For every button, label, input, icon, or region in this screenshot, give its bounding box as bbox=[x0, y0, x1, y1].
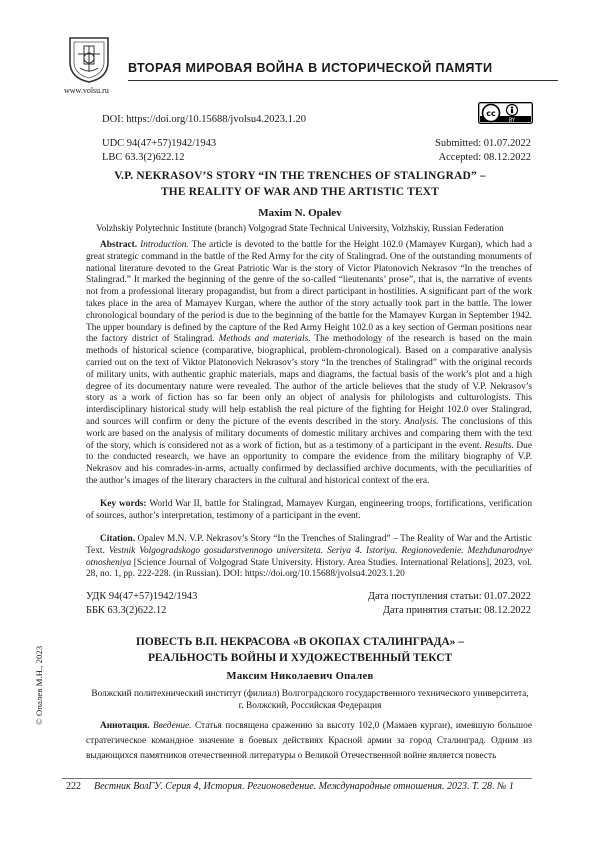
svg-text:cc: cc bbox=[486, 109, 496, 118]
abstract-ru-label: Аннотация. bbox=[100, 721, 150, 731]
site-url: www.volsu.ru bbox=[64, 86, 109, 95]
university-crest-icon bbox=[66, 34, 112, 84]
submitted-date: Submitted: 01.07.2022 bbox=[435, 138, 531, 149]
affiliation-ru bbox=[90, 688, 530, 712]
received-date-ru: Дата поступления статьи: 01.07.2022 bbox=[367, 591, 531, 602]
bbk-code: ББК 63.3(2)622.12 bbox=[86, 605, 167, 616]
intro-ru-label: Введение. bbox=[153, 721, 192, 731]
keywords-label: Key words: bbox=[100, 499, 147, 509]
footer-journal: Вестник ВолГУ. Серия 4, История. Регионоведение. Международные отношения. 2023. Т. 28. № 1 bbox=[94, 781, 514, 792]
keywords-en bbox=[86, 499, 532, 523]
intro-text: The article is devoted to the battle for the Height 102.0 (Mamayev Kurgan), which had a great strategic command in the battle of the Red Army for the city of Stalingrad. One of the outstanding monuments of national literature devoted to the Great Patriotic War is the story of Victor Platonovich Nekrasov “In the trenches of Stalingrad.” It marked the beginning of the genre of the so-called “lieutenants’ prose”, that is, the narrative of events not from a professional literary propagandist, but from a direct participant in hostilities. A significant part of the work takes place in the area of Mamayev Kurgan, where the author of the story actually took part in the battle. The lower chronological boundary of the period is due to the beginning of the battle for the Mamayev Kurgan in September 1942. The upper boundary is defined by the capture of the Red Army Height 102.0 as a key section of German positions near the factory district of Stalingrad. bbox=[86, 240, 532, 345]
affiliation-en: Volzhskiy Polytechnic Institute (branch) Volgograd State Technical University, Volzhskiy, Russian Federation bbox=[96, 224, 504, 234]
abstract-ru bbox=[86, 719, 532, 764]
copyright-side: © Опалев М.Н., 2023 bbox=[34, 645, 44, 725]
abstract-ru-text: Статья посвящена сражению за высоту 102,0 (Мамаев курган), имевшую большое стратегическое командное значение в боевых действиях Красной армии за город Сталинград. Одним из выдающихся памятников отечественной литературы о Великой Отечественной войне является повесть bbox=[86, 721, 533, 761]
results-text: Due to the conducted research, we have an opportunity to compare the evidence from the military biography of V.P. Nekrasov and his comrades-in-arms, actually confirmed by declassified archive documents, with the peculiarities of the author’s images of the literary characters in the cultural and historical context of the era. bbox=[86, 440, 532, 486]
header-divider bbox=[128, 80, 558, 81]
citation-text: Opalev M.N. V.P. Nekrasov’s Story “In the Trenches of Stalingrad” – The Reality of War and the Artistic Text. bbox=[86, 534, 532, 556]
title-ru-line: РЕАЛЬНОСТЬ ВОЙНЫ И ХУДОЖЕСТВЕННЫЙ ТЕКСТ bbox=[147, 652, 453, 664]
article-title-en bbox=[70, 168, 530, 200]
meta-en-left bbox=[102, 137, 216, 165]
citation-en bbox=[86, 534, 532, 581]
results-label: Results. bbox=[484, 440, 514, 451]
meta-ru-left bbox=[86, 590, 197, 618]
analysis-text: The conclusions of this work are based on the analysis of military documents of domestic military archives and comparing them with the text of the story, which is considered not as a work of fiction, but as a testimony of a participant in the event. bbox=[86, 416, 532, 451]
accepted-date-ru: Дата принятия статьи: 08.12.2022 bbox=[382, 605, 531, 616]
lbc-code: LBC 63.3(2)622.12 bbox=[102, 152, 185, 163]
methods-label: Methods and materials. bbox=[218, 334, 311, 345]
meta-ru-right bbox=[368, 590, 531, 618]
abstract-label: Abstract. bbox=[100, 240, 138, 250]
abstract-en bbox=[86, 240, 532, 488]
cc-by-icon bbox=[478, 102, 533, 124]
meta-en-right bbox=[435, 137, 531, 165]
page-number: 222 bbox=[66, 781, 81, 792]
intro-label: Introduction. bbox=[140, 240, 189, 250]
accepted-date: Accepted: 08.12.2022 bbox=[438, 152, 531, 163]
citation-journal: Vestnik Volgogradskogo gosudarstvennogo universiteta. Seriya 4. Istoriya. Regionovedenie. Mezhdunarodnye otnosheniya bbox=[86, 545, 532, 568]
title-ru-line: ПОВЕСТЬ В.П. НЕКРАСОВА «В ОКОПАХ СТАЛИНГРАДА» – bbox=[136, 636, 464, 648]
analysis-label: Analysis. bbox=[404, 416, 439, 427]
citation-label: Citation. bbox=[100, 534, 136, 544]
author-ru: Максим Николаевич Опалев bbox=[226, 671, 374, 682]
citation-text-end: [Science Journal of Volgograd State University. History. Area Studies. International Relations], 2023, vol. 28, no. 1, pp. 222-228. (in Russian). DOI: https://doi.org/10.15688/jvolsu4.2023.1.20 bbox=[86, 557, 532, 580]
affiliation-ru-line: г. Волжский, Российская Федерация bbox=[238, 701, 382, 711]
udk-code: УДК 94(47+57)1942/1943 bbox=[86, 591, 198, 602]
doi-line: DOI: https://doi.org/10.15688/jvolsu4.2023.1.20 bbox=[102, 114, 306, 125]
keywords-text: World War II, battle for Stalingrad, Mamayev Kurgan, engineering troops, fortifications, verification of sources, author’s interpretation, testimony of a participant in the event. bbox=[86, 499, 532, 521]
affiliation-ru-line: Волжский политехнический институт (филиал) Волгоградского государственного технического университета, bbox=[91, 689, 529, 699]
author-en: Maxim N. Opalev bbox=[258, 207, 342, 219]
udc-code: UDC 94(47+57)1942/1943 bbox=[102, 138, 217, 149]
title-en-line: V.P. NEKRASOV’S STORY “IN THE TRENCHES OF STALINGRAD” – bbox=[114, 170, 486, 182]
title-en-line: THE REALITY OF WAR AND THE ARTISTIC TEXT bbox=[161, 186, 439, 198]
methods-text: The methodology of the research is based on the main methods of historical science (comparative, biographical, problem-chronological). Based on a comparative analysis carried out on the text of Viktor Platonovich Nekrasov’s story “In the trenches of Stalingrad” with the original records of military units, with authentic graphic materials, maps and diagrams, the factual basis of the work’s plot and a high degree of its documentary nature were revealed. The author of the article believes that the study of V.P. Nekrasov’s story as a work of fiction has so far been only an object of analysis for philologists and culturologists. This interdisciplinary historical study will help establish the real picture of the fighting for Height 102.0 over Stalingrad, and sources will confirm or deny the picture of the events described in the story. bbox=[86, 334, 532, 427]
section-title: ВТОРАЯ МИРОВАЯ ВОЙНА В ИСТОРИЧЕСКОЙ ПАМЯТИ bbox=[128, 61, 493, 75]
footer-divider bbox=[62, 778, 532, 779]
article-title-ru bbox=[70, 634, 530, 666]
svg-text:BY: BY bbox=[508, 117, 516, 124]
